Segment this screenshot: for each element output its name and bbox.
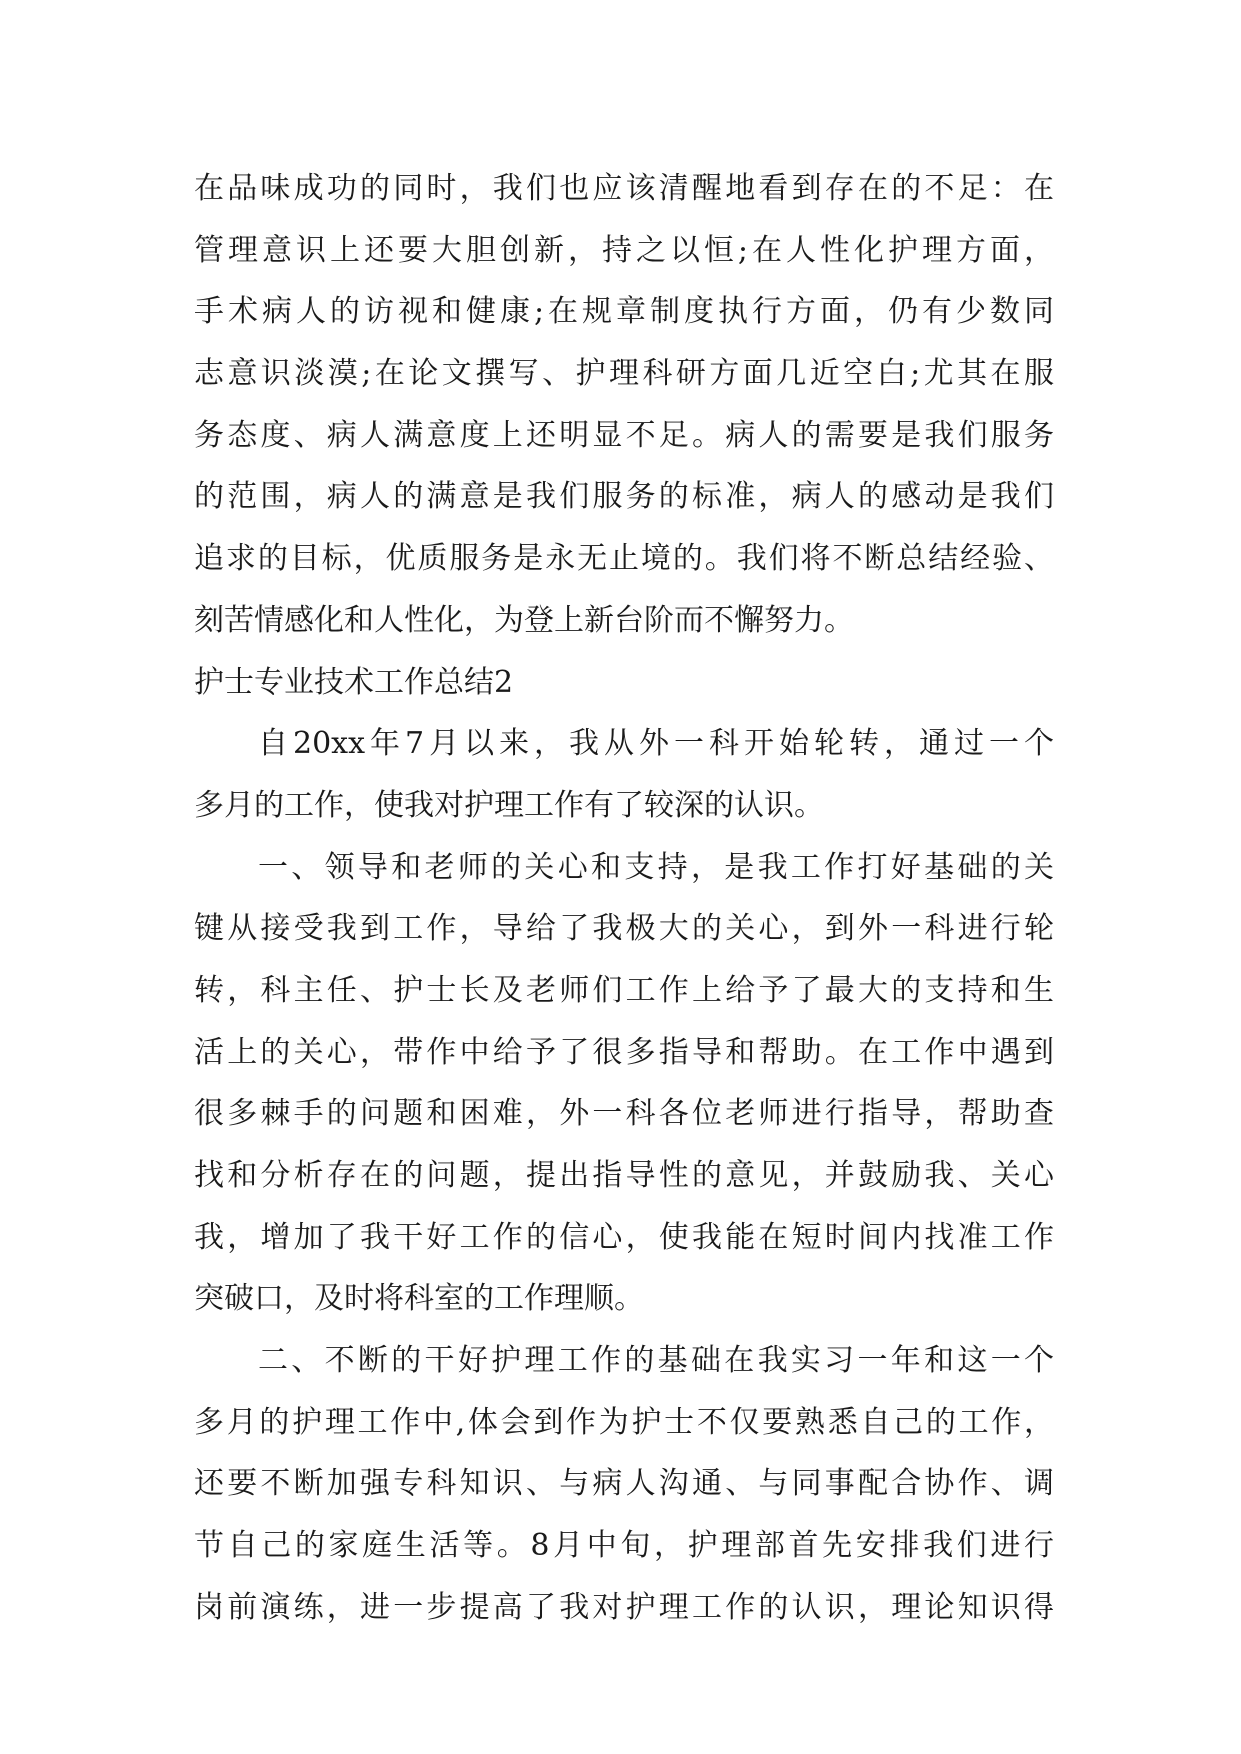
text-line: 突破口，及时将科室的工作理顺。: [194, 1281, 644, 1317]
text-line: 管理意识上还要大胆创新，持之以恒;在人性化护理方面，: [194, 232, 1054, 268]
text-line: 追求的目标，优质服务是永无止境的。我们将不断总结经验、: [194, 541, 1054, 577]
text-line: 手术病人的访视和健康;在规章制度执行方面，仍有少数同: [194, 294, 1054, 330]
text-line: 还要不断加强专科知识、与病人沟通、与同事配合协作、调: [194, 1466, 1054, 1502]
text-line: 志意识淡漠;在论文撰写、护理科研方面几近空白;尤其在服: [194, 356, 1054, 392]
text-line: 转，科主任、护士长及老师们工作上给予了最大的支持和生: [194, 972, 1054, 1008]
text-line: 一、领导和老师的关心和支持，是我工作打好基础的关: [258, 849, 1054, 885]
text-line: 键从接受我到工作，导给了我极大的关心，到外一科进行轮: [194, 911, 1054, 947]
text-line: 岗前演练，进一步提高了我对护理工作的认识，理论知识得: [194, 1589, 1054, 1625]
text-line: 自20xx年7月以来，我从外一科开始轮转，通过一个: [258, 726, 1054, 762]
text-line: 在品味成功的同时，我们也应该清醒地看到存在的不足：在: [194, 171, 1054, 206]
text-line: 活上的关心，带作中给予了很多指导和帮助。在工作中遇到: [194, 1034, 1054, 1070]
document-body: [194, 158, 1054, 1639]
section-heading: 护士专业技术工作总结2: [194, 664, 514, 700]
text-line: 很多棘手的问题和困难，外一科各位老师进行指导，帮助查: [194, 1096, 1054, 1132]
text-line: 找和分析存在的问题，提出指导性的意见，并鼓励我、关心: [194, 1158, 1054, 1193]
text-line: 务态度、病人满意度上还明显不足。病人的需要是我们服务: [194, 417, 1054, 453]
text-line: 刻苦情感化和人性化，为登上新台阶而不懈努力。: [194, 602, 854, 638]
text-line: 多月的护理工作中,体会到作为护士不仅要熟悉自己的工作，: [194, 1404, 1054, 1440]
text-line: 节自己的家庭生活等。8月中旬，护理部首先安排我们进行: [194, 1528, 1054, 1564]
text-line: 二、不断的干好护理工作的基础在我实习一年和这一个: [258, 1343, 1054, 1379]
text-line: 的范围，病人的满意是我们服务的标准，病人的感动是我们: [194, 479, 1054, 515]
text-line: 多月的工作，使我对护理工作有了较深的认识。: [194, 787, 824, 823]
text-line: 我，增加了我干好工作的信心，使我能在短时间内找准工作: [194, 1219, 1054, 1255]
